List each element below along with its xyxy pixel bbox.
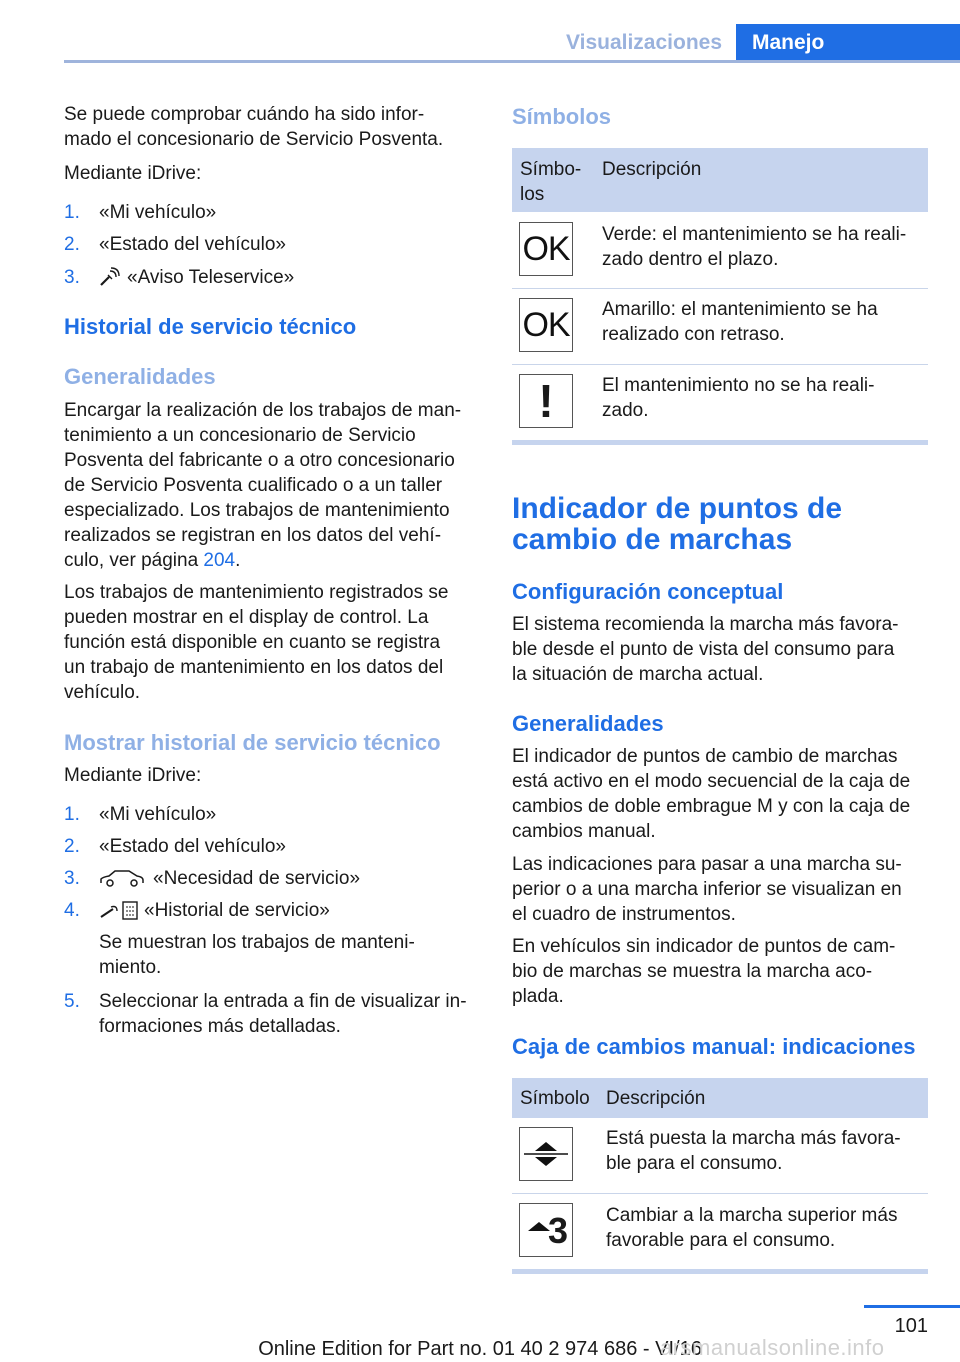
text-line: El sistema recomienda la marcha más favora- — [512, 614, 899, 635]
heading-line: Indicador de puntos de — [512, 492, 843, 525]
text-line: El mantenimiento no se ha reali- — [602, 375, 875, 396]
text-line: realizados se registran en los datos del vehí- — [64, 525, 442, 546]
subsection-heading: Generalidades — [64, 364, 216, 389]
indicaciones-text — [512, 852, 902, 927]
table-end-rule — [512, 440, 928, 445]
ok-green-icon: OK — [519, 222, 573, 276]
text-line: Encargar la realización de los trabajos de man- — [64, 400, 462, 421]
section-heading: Historial de servicio técnico — [64, 314, 357, 339]
subsection-heading: Mostrar historial de servicio técnico — [64, 730, 441, 755]
text-line: Cambiar a la marcha superior más — [606, 1205, 898, 1226]
shift-up-icon — [519, 1203, 573, 1257]
heading-line: cambio de marchas — [512, 523, 793, 556]
intro-line: mado el concesionario de Servicio Posventa. — [64, 129, 444, 150]
section-heading: Configuración conceptual — [512, 579, 784, 604]
text-line: especializado. Los trabajos de mantenimiento — [64, 500, 450, 521]
text-line: En vehículos sin indicador de puntos de cam- — [512, 936, 896, 957]
text-line: cambios manual. — [512, 821, 656, 842]
list-text: «Estado del vehículo» — [99, 234, 286, 255]
text-fragment: . — [235, 550, 241, 571]
gear-number: 3 — [547, 1210, 568, 1251]
text-line: está activo en el modo secuencial de la caja de — [512, 771, 911, 792]
list-text: «Aviso Teleservice» — [127, 267, 295, 288]
list-number: 1. — [64, 804, 80, 825]
table-header-cell: Símbolo — [520, 1088, 590, 1109]
list-number: 2. — [64, 836, 80, 857]
optimal-gear-icon — [519, 1127, 573, 1181]
table-cell — [602, 373, 874, 423]
text-line: ble para el consumo. — [606, 1153, 783, 1174]
idrive-label: Mediante iDrive: — [64, 163, 202, 184]
text-line: Los trabajos de mantenimiento registrados se — [64, 582, 449, 603]
header-text: los — [520, 184, 545, 205]
page-number: 101 — [894, 1315, 928, 1337]
text-line — [64, 548, 461, 573]
text-line: pueden mostrar en el display de control. La — [64, 607, 429, 628]
text-line: favorable para el consumo. — [606, 1230, 836, 1251]
text-line: Se muestran los trabajos de manteni- — [99, 932, 415, 953]
list-number: 5. — [64, 991, 80, 1012]
ok-yellow-icon: OK — [519, 298, 573, 352]
row-divider — [512, 1193, 928, 1194]
car-service-icon — [99, 869, 145, 894]
text-fragment: culo, ver página — [64, 550, 204, 571]
text-line: tenimiento a un concesionario de Servicio — [64, 425, 416, 446]
text-line: Verde: el mantenimiento se ha reali- — [602, 224, 907, 245]
text-line: un trabajo de mantenimiento en los datos del — [64, 657, 444, 678]
text-line: bio de marchas se muestra la marcha aco- — [512, 961, 873, 982]
header-divider — [64, 60, 960, 63]
text-line: vehículo. — [64, 682, 141, 703]
table-end-rule — [512, 1269, 928, 1274]
list-text: «Historial de servicio» — [144, 900, 330, 921]
list-number: 3. — [64, 267, 80, 288]
exclamation-icon: ! — [519, 374, 573, 428]
text-line: miento. — [99, 957, 162, 978]
intro-line: Se puede comprobar cuándo ha sido infor- — [64, 104, 425, 125]
teleservice-icon — [99, 267, 121, 294]
generalidades-text — [512, 744, 910, 844]
row-divider — [512, 364, 928, 365]
text-line: de Servicio Posventa cualificado o a un taller — [64, 475, 443, 496]
list-text: Seleccionar la entrada a fin de visualizar in- — [99, 991, 467, 1012]
text-line: zado dentro el plazo. — [602, 249, 779, 270]
row-divider — [512, 288, 928, 289]
text-line: el cuadro de instrumentos. — [512, 904, 736, 925]
text-line: Está puesta la marcha más favora- — [606, 1128, 901, 1149]
service-history-icon — [99, 899, 139, 928]
idrive-label: Mediante iDrive: — [64, 765, 202, 786]
table-header-cell: Descripción — [606, 1088, 706, 1109]
text-line: realizado con retraso. — [602, 324, 785, 345]
text-line: la situación de marcha actual. — [512, 664, 764, 685]
list-text: «Necesidad de servicio» — [153, 868, 361, 889]
table-cell — [602, 297, 878, 347]
list-text: «Estado del vehículo» — [99, 836, 286, 857]
section-heading: Generalidades — [512, 711, 664, 736]
page-number-rule — [864, 1305, 960, 1308]
list-number: 2. — [64, 234, 80, 255]
list-number: 4. — [64, 900, 80, 921]
text-line: cambios de doble embrague M y con la caja de — [512, 796, 911, 817]
text-line: perior o a una marcha inferior se visualizan en — [512, 879, 902, 900]
table-header-cell — [520, 157, 581, 207]
table-cell — [606, 1126, 901, 1176]
sin-indicador-text — [512, 934, 895, 1009]
list-number: 1. — [64, 202, 80, 223]
edition-footer: Online Edition for Part no. 01 40 2 974 686 - VI/16 — [258, 1338, 702, 1360]
list-number: 3. — [64, 868, 80, 889]
chapter-heading — [512, 493, 842, 555]
config-text — [512, 612, 898, 687]
text-line: Amarillo: el mantenimiento se ha — [602, 299, 878, 320]
tab-manejo[interactable]: Manejo — [736, 24, 960, 63]
page-link[interactable]: 204 — [203, 550, 236, 571]
text-line: Las indicaciones para pasar a una marcha su- — [512, 854, 902, 875]
text-line: El indicador de puntos de cambio de marchas — [512, 746, 898, 767]
list-item-note — [99, 930, 415, 980]
header-text: Símbo- — [520, 159, 582, 180]
watermark: arsmanualsonline.info — [660, 1335, 885, 1360]
tab-visualizaciones[interactable]: Visualizaciones — [565, 31, 723, 54]
registrados-text — [64, 580, 448, 705]
text-line: Posventa del fabricante o a otro concesionario — [64, 450, 455, 471]
list-text: «Mi vehículo» — [99, 202, 217, 223]
section-heading: Caja de cambios manual: indicaciones — [512, 1034, 916, 1059]
text-line: plada. — [512, 986, 564, 1007]
table-cell — [606, 1203, 897, 1253]
text-line: función está disponible en cuanto se registra — [64, 632, 441, 653]
list-item-continuation: formaciones más detalladas. — [99, 1016, 341, 1037]
section-heading: Símbolos — [512, 104, 612, 129]
list-text: «Mi vehículo» — [99, 804, 217, 825]
intro-text — [64, 102, 443, 152]
table-cell — [602, 222, 906, 272]
text-line: ble desde el punto de vista del consumo para — [512, 639, 895, 660]
text-line: zado. — [602, 400, 649, 421]
generalidades-text — [64, 398, 461, 573]
table-header-cell: Descripción — [602, 159, 702, 180]
